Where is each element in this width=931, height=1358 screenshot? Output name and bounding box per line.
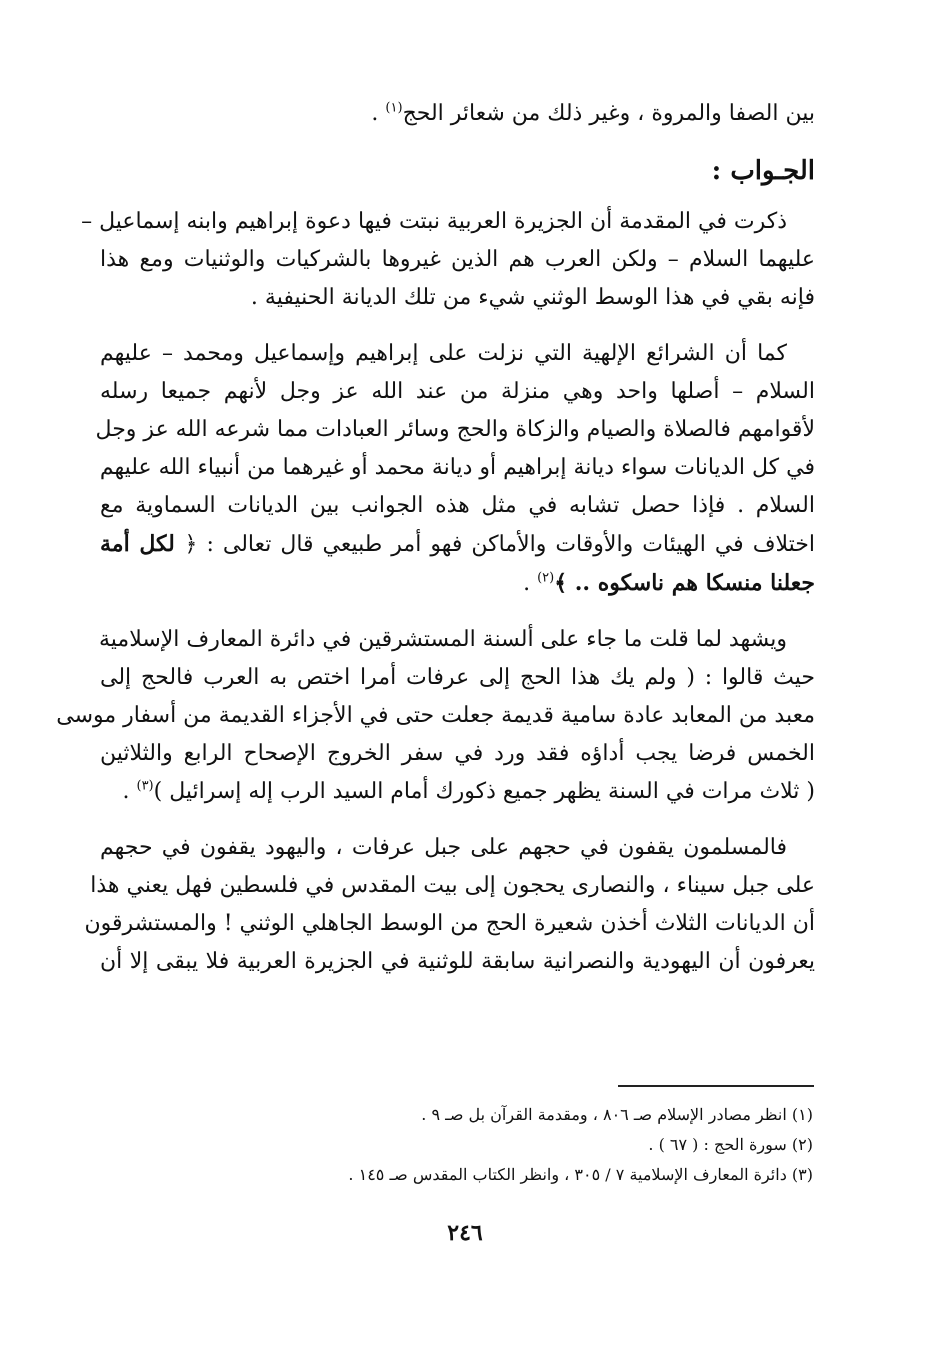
paragraph-line: السلام – أصلها واحد وهي منزلة من عند الله عز وجل لأنهم جميعا رسله	[100, 379, 815, 404]
paragraph-line: عليهما السلام – ولكن العرب هم الذين غيروها بالشركيات والوثنيات ومع هذا	[100, 247, 815, 272]
page-body	[56, 95, 815, 999]
intro-line	[100, 95, 815, 133]
answer-heading: الجـواب :	[711, 156, 815, 186]
paragraph-line: حيث قالوا : ( ولم يك هذا الحج إلى عرفات أمرا اختص به العرب فالحج إلى	[100, 665, 815, 690]
paragraph-line: فإنه بقي في هذا الوسط الوثني شيء من تلك الديانة الحنيفية .	[250, 285, 815, 310]
paragraph-line: فالمسلمون يقفون في حجهم على جبل عرفات ، واليهود يقفون في حجهم	[100, 835, 787, 860]
footnote-3: (٣) دائرة المعارف الإسلامية ٧ / ٣٠٥ ، وانظر الكتاب المقدس صـ ١٤٥ .	[348, 1165, 813, 1184]
page-number: ٢٤٦	[447, 1220, 483, 1246]
para3-end: .	[122, 779, 137, 804]
paragraph-line: الخمس فرضا يجب أداؤه فقد ورد في سفر الخروج الإصحاح الرابع والثلاثين	[100, 741, 815, 766]
footnote-divider	[618, 1085, 814, 1087]
footnote-ref-3: (٣)	[136, 778, 154, 794]
intro-text: بين الصفا والمروة ، وغير ذلك من شعائر الحج	[402, 101, 815, 126]
footnotes	[250, 1100, 813, 1190]
paragraph-3	[56, 621, 815, 811]
paragraph-2	[95, 335, 815, 603]
paragraph-4	[84, 829, 815, 981]
paragraph-line: لأقوامهم فالصلاة والصيام والزكاة والحج وسائر العبادات مما شرعه الله عز وجل	[95, 417, 815, 442]
footnote-ref-1: (١)	[385, 100, 403, 116]
paragraph-line: ويشهد لما قلت ما جاء على ألسنة المستشرقين في دائرة المعارف الإسلامية	[98, 627, 787, 652]
paragraph-line	[100, 525, 815, 564]
paragraph-line: على جبل سيناء ، والنصارى يحجون إلى بيت المقدس في فلسطين فهل يعني هذا	[90, 873, 815, 898]
intro-end: .	[371, 101, 386, 126]
quran-verse-part-1: لكل أمة	[100, 531, 185, 557]
footnote-1: (١) انظر مصادر الإسلام صـ ٨٠٦ ، ومقدمة القرآن بل صـ ٩ .	[421, 1105, 813, 1124]
paragraph-line: السلام . فإذا حصل تشابه في مثل هذه الجوانب بين الديانات السماوية مع	[100, 493, 815, 518]
paragraph-line: في كل الديانات سواء ديانة إبراهيم أو ديانة محمد أو غيرهما من أنبياء الله عليهم	[99, 455, 815, 480]
paragraph-line: يعرفون أن اليهودية والنصرانية سابقة للوثنية في الجزيرة العربية فلا يبقى إلا أن	[100, 949, 815, 974]
quran-verse-part-2: جعلنا منسكا هم ناسكوه .. ﴾	[554, 570, 815, 596]
quote-text: ( ثلاث مرات في السنة يظهر جميع ذكورك أمام السيد الرب إله إسرائيل )	[153, 779, 815, 804]
footnote-ref-2: (٢)	[537, 570, 555, 586]
quran-intro-text: اختلاف في الهيئات والأوقات والأماكن فهو أمر طبيعي قال تعالى : ﴿	[184, 532, 815, 557]
para2-end: .	[523, 571, 538, 596]
paragraph-1	[81, 203, 815, 317]
paragraph-line	[100, 773, 815, 811]
paragraph-line	[100, 564, 815, 603]
paragraph-line: ذكرت في المقدمة أن الجزيرة العربية نبتت فيها دعوة إبراهيم وابنه إسماعيل –	[81, 209, 787, 234]
paragraph-line: كما أن الشرائع الإلهية التي نزلت على إبراهيم وإسماعيل ومحمد – عليهم	[100, 341, 787, 366]
footnote-2: (٢) سورة الحج : ( ٦٧ ) .	[648, 1135, 813, 1154]
paragraph-line: معبد من المعابد عادة سامية قديمة جعلت حتى في الأجزاء القديمة من أسفار موسى	[56, 703, 815, 728]
paragraph-line: أن الديانات الثلاث أخذن شعيرة الحج من الوسط الجاهلي الوثني ! والمستشرقون	[84, 911, 815, 936]
